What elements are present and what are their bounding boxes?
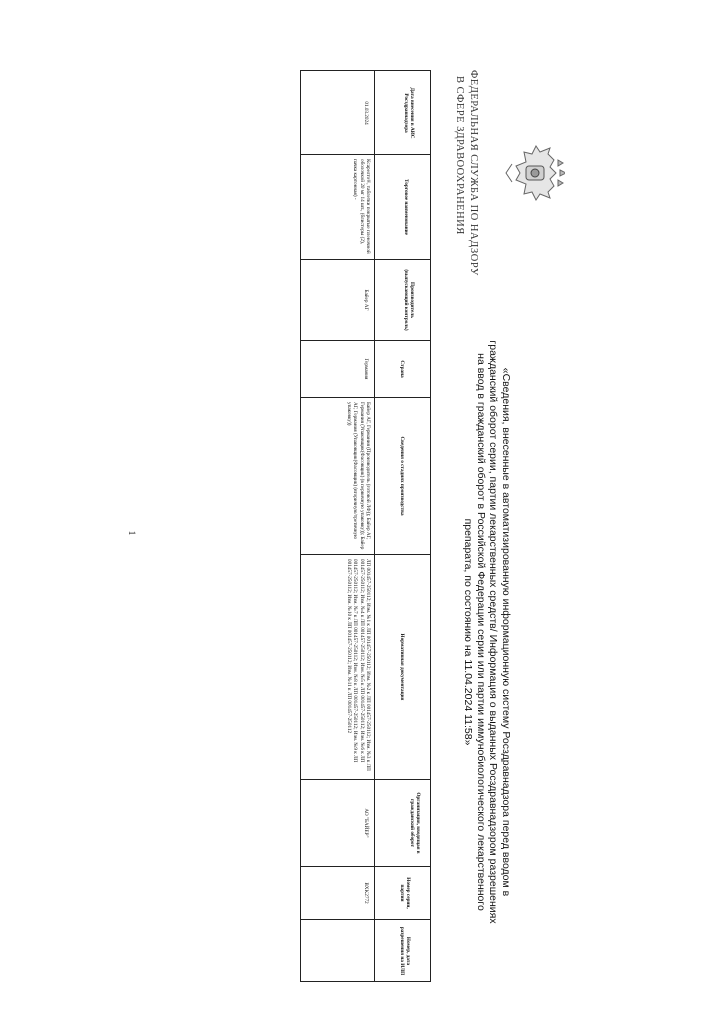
document-title [462, 312, 512, 952]
title-line: препарата, по состоянию на 11.04.2024 11:58» [462, 518, 475, 746]
cell-organization: АО "БАЙЕР" [363, 808, 369, 838]
cell-date: 01.03.2024 [363, 101, 369, 125]
header-permit: Номер, дата разрешения на ИЛП [398, 926, 411, 976]
header-manufacturer: Производитель (выпускающий контроль) [402, 269, 415, 331]
cell-trade-name: Ксарелто®, таблетки покрытые пленочной оболочкой 20 мг 14 шт., (блистеры (2), пачка картонная) - [352, 159, 371, 254]
cell-batch-number: BXK2772 [363, 882, 369, 904]
cell-manufacturer: Байер АГ [363, 289, 369, 311]
title-line: гражданский оборот серии, партии лекарственных средств/ Информация о выданных Росздравнадзором разрешениях [487, 340, 500, 924]
agency-name-line-2: В СФЕРЕ ЗДРАВООХРАНЕНИЯ [454, 76, 465, 235]
header-normative-docs: Нормативная документация [399, 633, 405, 701]
cell-country: Германия [363, 358, 369, 380]
header-stages: Сведения о стадиях производства [399, 436, 405, 516]
cell-stages: Байер АГ, Германия (Производитель (готовой ЛФ)); Байер АГ, Германия (Упаковщик(Фасовщик) (в первичную упаковку)); Байер АГ, Германия (Упаковщик(Фасовщик) (вторичную/третичную упаковку)) [345, 402, 371, 550]
page-number: 1 [127, 530, 137, 536]
table-row [301, 71, 375, 981]
header-batch-number: Номер серии, партии [398, 877, 411, 909]
header-date: Дата внесения в АИС Росздравнадзора [402, 87, 415, 139]
data-table [300, 70, 431, 982]
header-country: Страна [399, 360, 405, 378]
table-header-row [375, 71, 431, 981]
cell-permit [301, 920, 374, 982]
agency-name [452, 70, 480, 295]
agency-name-line-1: ФЕДЕРАЛЬНАЯ СЛУЖБА ПО НАДЗОРУ [468, 70, 479, 276]
header-organization: Организация, вводящая в гражданский оборот [408, 792, 421, 854]
title-line: на ввод в гражданский оборот в Российской Федерации серии или партии иммунобиологического лекарственного [475, 353, 487, 911]
header-trade-name: Торговое наименование [403, 179, 409, 235]
title-line: «Сведения, внесенные в автоматизированную информационную систему Росздравнадзора перед вводом в [500, 367, 512, 897]
cell-normative-docs: ЛП 001457-250112; Изм. №1 к ЛП 001457-250112; Изм. №2 к ЛП 001457-250112; Изм. №3 к ЛП 001457-250112; Изм. №4 к ЛП 001457-250112; Изм. №5 к ЛП 001457-250112; Изм. №6 к ЛП 001457-250112; Изм. №7 к ЛП 001457-250112; Изм. №8 к ЛП 001457-250112; Изм. №9 к ЛП 001457-250112; Изм. №10 к ЛП 001457-250112; Изм. №11 к ЛП 001457-250112 [345, 559, 371, 771]
emblem-icon [503, 137, 565, 209]
